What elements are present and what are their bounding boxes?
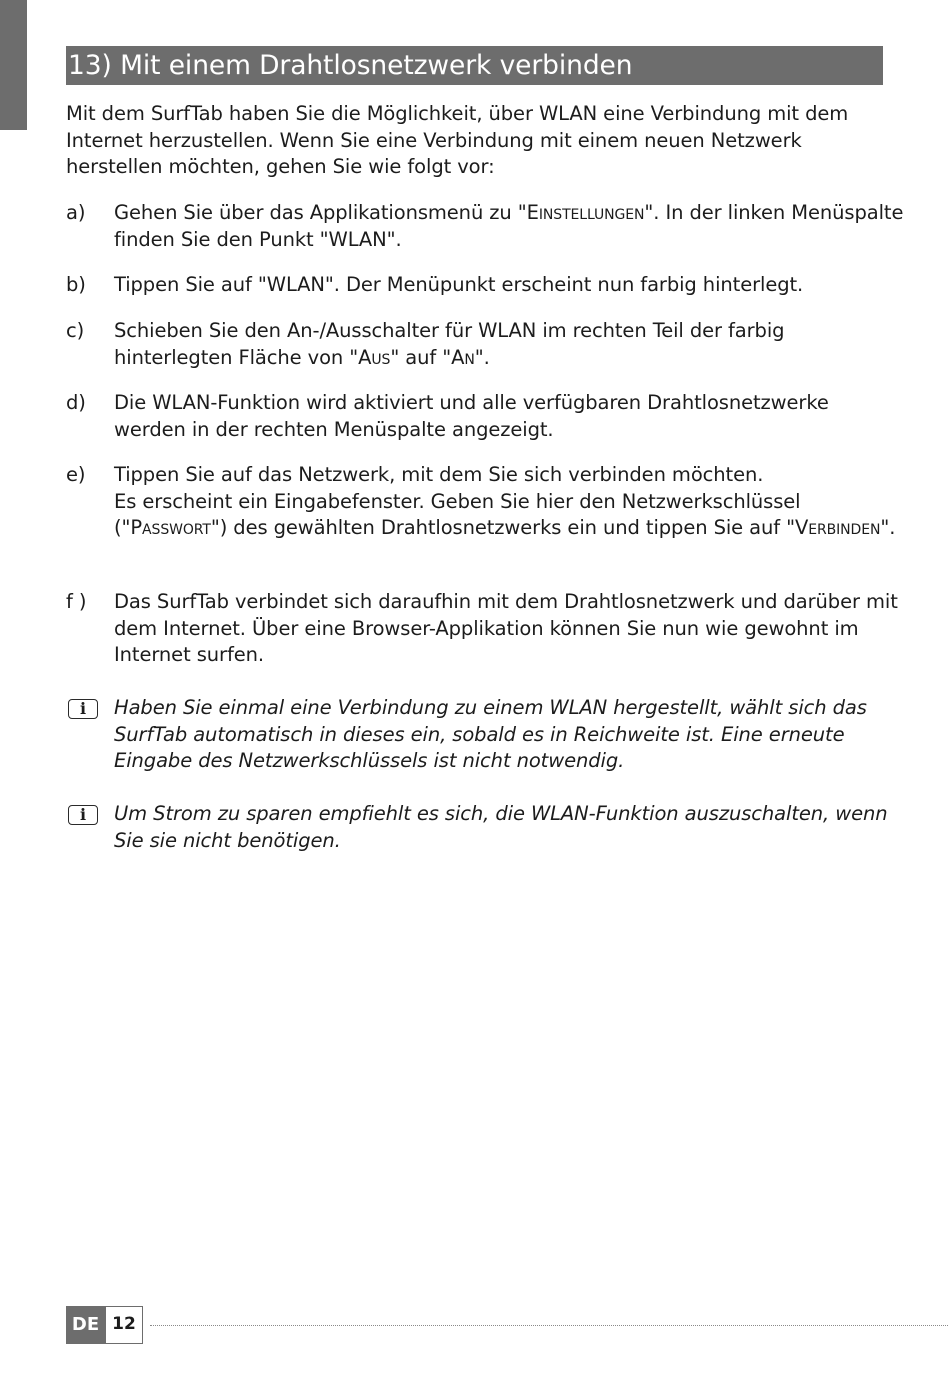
edge-tab-marker (0, 0, 27, 130)
menu-term: Einstellungen (526, 201, 645, 224)
note-text: Um Strom zu sparen empfiehlt es sich, die WLAN-Funktion auszuschalten, wenn Sie sie nicht benötigen. (114, 802, 888, 852)
step-letter: e) (66, 463, 86, 486)
info-icon: i (68, 699, 98, 719)
step-text: Das SurfTab verbindet sich daraufhin mit dem Drahtlosnetzwerk und darüber mit dem Internet. Über eine Browser-Applikation können Sie nun wie gewohnt im Internet surfen. (114, 590, 898, 666)
intro-paragraph: Mit dem SurfTab haben Sie die Möglichkeit, über WLAN eine Verbindung mit dem Internet herzustellen. Wenn Sie eine Verbindung mit einem neuen Netzwerk herstellen möchten, gehen Sie wie folgt vor: (66, 102, 849, 178)
password-term: Passwort (130, 516, 211, 539)
step-letter: d) (66, 391, 86, 414)
page-number: 12 (105, 1306, 143, 1344)
step-letter: c) (66, 319, 85, 342)
switch-term-off: Aus (358, 345, 391, 369)
step-text: Tippen Sie auf das Netzwerk, mit dem Sie sich verbinden möchten. Es erscheint ein Eingabefenster. Geben Sie hier den Netzwerkschlüssel ("Passwort") des gewählten Drahtlosnetzwerks ein und tippen Sie auf "Verbinden". (114, 463, 896, 539)
switch-term-on: An (451, 345, 475, 369)
step-letter: a) (66, 201, 86, 224)
section-title: 13) Mit einem Drahtlosnetzwerk verbinden (66, 46, 883, 85)
info-icon: i (68, 805, 98, 825)
step-text: Schieben Sie den An-/Ausschalter für WLAN im rechten Teil der farbig hinterlegten Fläche von "Aus" auf "An". (114, 319, 785, 369)
language-badge: DE (66, 1306, 105, 1344)
note-text: Haben Sie einmal eine Verbindung zu einem WLAN hergestellt, wählt sich das SurfTab automatisch in dieses ein, sobald es in Reichweite ist. Eine erneute Eingabe des Netzwerkschlüssels ist nicht notwendig. (114, 696, 867, 772)
step-text: Die WLAN-Funktion wird aktiviert und alle verfügbaren Drahtlosnetzwerke werden in der rechten Menüspalte angezeigt. (114, 391, 829, 441)
step-letter: b) (66, 273, 86, 296)
step-text: Tippen Sie auf "WLAN". Der Menüpunkt erscheint nun farbig hinterlegt. (114, 273, 804, 296)
step-text: Gehen Sie über das Applikationsmenü zu "Einstellungen". In der linken Menüspalte finden Sie den Punkt "WLAN". (114, 201, 904, 251)
connect-term: Verbinden (795, 516, 881, 539)
step-letter: f ) (66, 590, 87, 613)
footer-dotted-rule (150, 1325, 948, 1326)
